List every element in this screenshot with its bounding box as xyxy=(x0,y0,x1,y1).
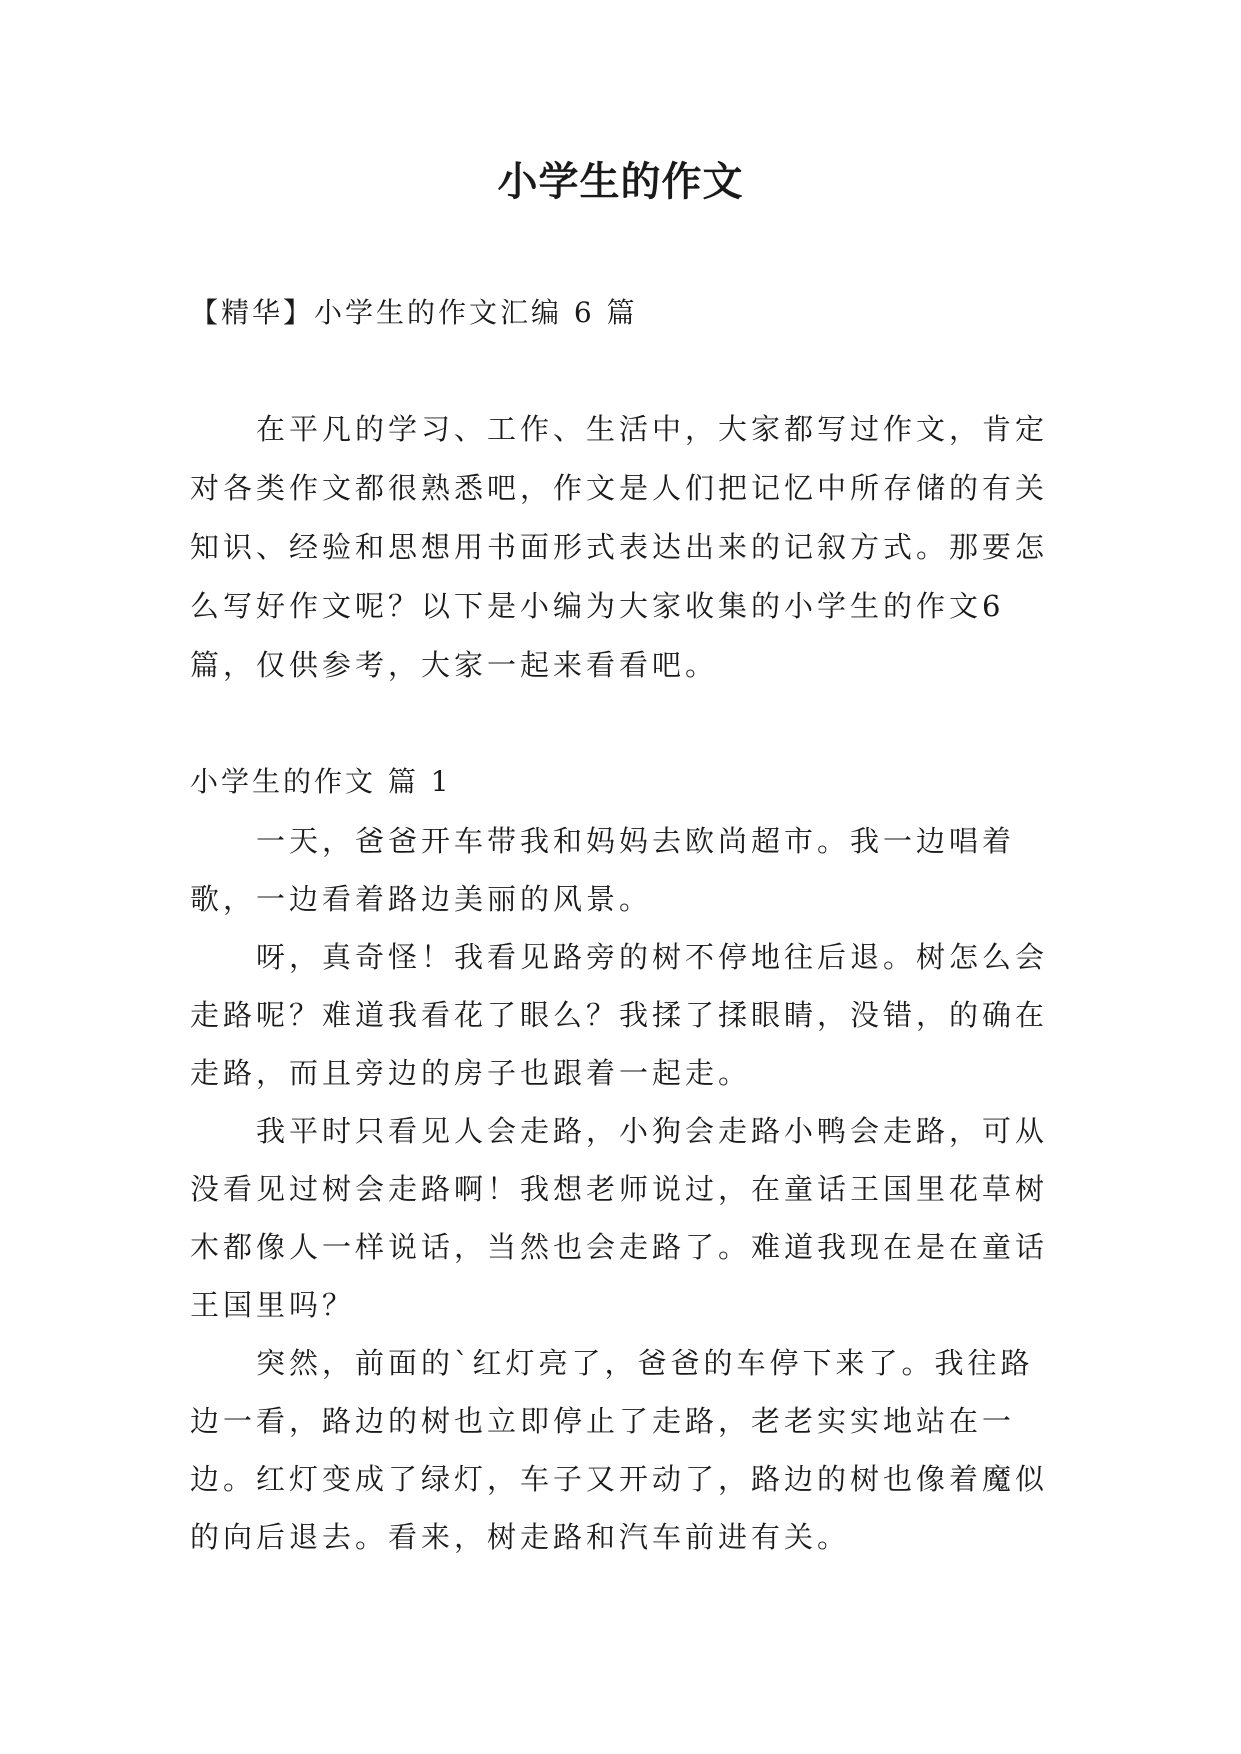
intro-paragraph: 在平凡的学习、工作、生活中，大家都写过作文，肯定对各类作文都很熟悉吧，作文是人们把记忆中所存储的有关知识、经验和思想用书面形式表达出来的记叙方式。那要怎么写好作文呢？以下是小编为大家收集的小学生的作文6篇，仅供参考，大家一起来看看吧。 xyxy=(190,412,1049,682)
document-title: 小学生的作文 xyxy=(497,158,744,205)
essay-body xyxy=(190,812,1050,1566)
essay-paragraph: 突然，前面的`红灯亮了，爸爸的车停下来了。我往路边一看，路边的树也立即停止了走路，老老实实地站在一边。红灯变成了绿灯，车子又开动了，路边的树也像着魔似的向后退去。看来，树走路和汽车前进有关。 xyxy=(190,1346,1049,1554)
document-subtitle: 【精华】小学生的作文汇编 6 篇 xyxy=(190,296,638,329)
essay-paragraph: 我平时只看见人会走路，小狗会走路小鸭会走路，可从没看见过树会走路啊！我想老师说过，在童话王国里花草树木都像人一样说话，当然也会走路了。难道我现在是在童话王国里吗？ xyxy=(190,1114,1049,1322)
section-heading: 小学生的作文 篇 1 xyxy=(190,765,452,798)
essay-paragraph: 呀，真奇怪！我看见路旁的树不停地往后退。树怎么会走路呢？难道我看花了眼么？我揉了揉眼睛，没错，的确在走路，而且旁边的房子也跟着一起走。 xyxy=(190,940,1049,1090)
essay-paragraph: 一天，爸爸开车带我和妈妈去欧尚超市。我一边唱着歌，一边看着路边美丽的风景。 xyxy=(190,824,1016,916)
